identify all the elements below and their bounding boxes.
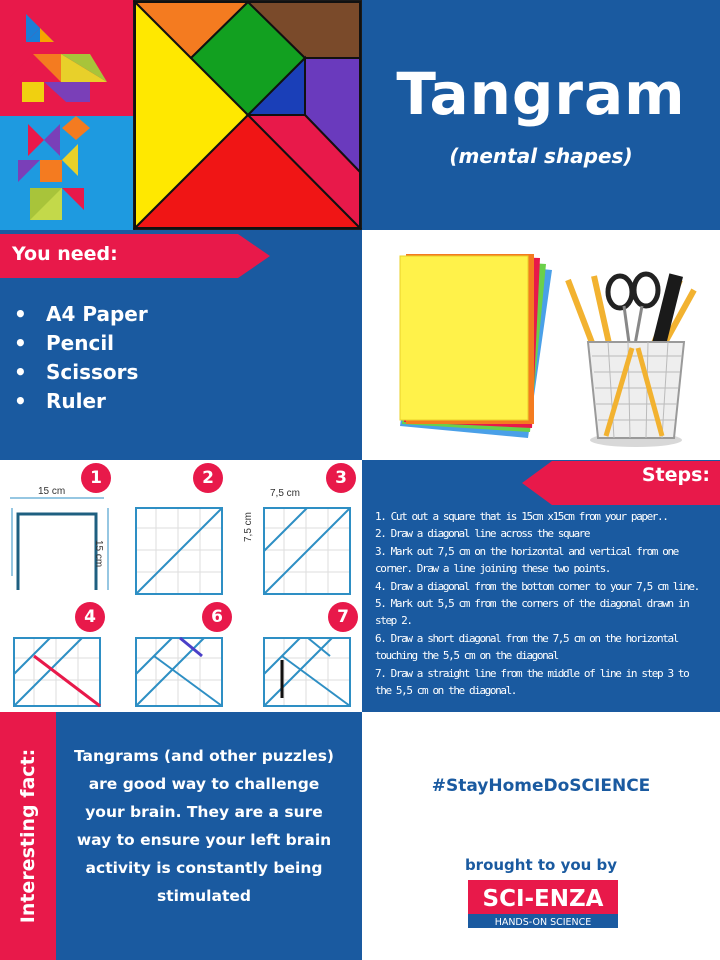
material-item: • Ruler <box>14 387 148 416</box>
diagram-step-7 <box>262 636 354 708</box>
step-item: 4. Draw a diagonal from the bottom corner to your 7,5 cm line. <box>375 579 699 593</box>
materials-image <box>362 230 720 460</box>
step-badge-3: 3 <box>326 463 356 493</box>
step-item: 7. Draw a straight line from the middle of line in step 3 to the 5,5 cm on the diagonal. <box>375 666 689 698</box>
material-item: • A4 Paper <box>14 300 148 329</box>
scienza-logo-graphic <box>468 880 618 930</box>
step-badge-2: 2 <box>193 463 223 493</box>
tangram-square-illustration <box>133 0 362 230</box>
hashtag: #StayHomeDoSCIENCE <box>431 776 651 796</box>
svg-text:SCI-ENZA: SCI-ENZA <box>482 886 604 912</box>
svg-text:HANDS-ON SCIENCE: HANDS-ON SCIENCE <box>494 917 592 928</box>
diagram-step-2 <box>134 506 226 598</box>
step-badge-4: 4 <box>75 602 105 632</box>
scienza-logo <box>468 880 618 930</box>
diagram-step-4 <box>12 636 104 708</box>
step-badge-6: 6 <box>202 602 232 632</box>
house-thumbnail-bottom <box>0 116 133 230</box>
page-title: Tangram <box>396 60 686 128</box>
step-item: 2. Draw a diagonal line across the square <box>375 527 590 541</box>
page-subtitle: (mental shapes) <box>449 144 633 168</box>
material-item: • Scissors <box>14 358 148 387</box>
materials-list <box>14 300 148 416</box>
steps-list <box>375 508 709 699</box>
step-badge-7: 7 <box>328 602 358 632</box>
step-item: 1. Cut out a square that is 15cm x15cm from your paper.. <box>375 510 668 523</box>
step-item: 5. Mark out 5,5 cm from the corners of the diagonal drawn in step 2. <box>375 597 689 628</box>
diagram-step-6 <box>134 636 226 708</box>
tangram-figure-illustration <box>0 116 133 230</box>
dimension-label: 7,5 cm <box>270 488 301 499</box>
brought-by-text: brought to you by <box>464 856 618 874</box>
you-need-heading: You need: <box>12 243 118 265</box>
big-tangram <box>133 0 362 230</box>
steps-diagram <box>0 460 362 712</box>
diagram-step-3 <box>262 506 354 598</box>
dimension-label: 15 cm <box>93 540 104 568</box>
material-item: • Pencil <box>14 329 148 358</box>
fact-label: Interesting fact: <box>17 748 39 924</box>
tangram-house-illustration <box>0 0 133 116</box>
steps-heading: Steps: <box>641 464 710 486</box>
paper-and-pencils-illustration <box>362 230 720 460</box>
step-badge-1: 1 <box>81 463 111 493</box>
house-thumbnail-top <box>0 0 133 116</box>
step-item: 6. Draw a short diagonal from the 7,5 cm on the horizontal touching the 5,5 cm on the diagonal <box>375 631 678 663</box>
dimension-label: 15 cm <box>38 486 66 497</box>
step-item: 3. Mark out 7,5 cm on the horizontal and vertical from one corner. Draw a line joining these two points. <box>375 544 678 576</box>
fact-text: Tangrams (and other puzzles) are good way to challenge your brain. They are a sure way to ensure your left brain activity is constantly being stimulated <box>73 747 335 905</box>
dimension-label: 7,5 cm <box>243 511 254 542</box>
